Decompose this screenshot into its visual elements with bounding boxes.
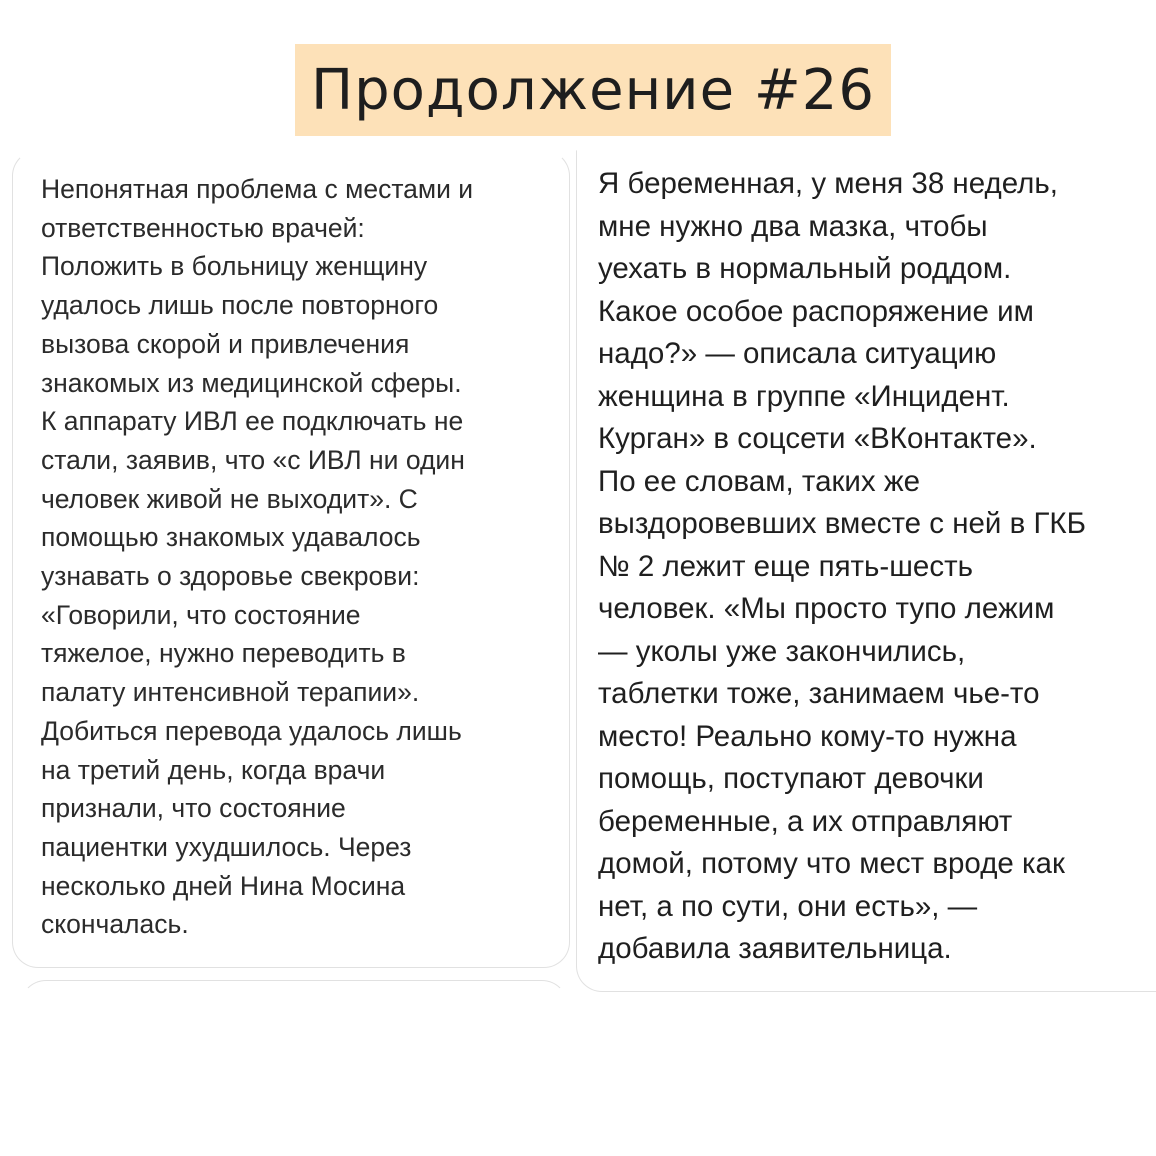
next-card-edge	[20, 980, 568, 1040]
title-banner	[295, 44, 891, 136]
left-card-text: Непонятная проблема с местами и ответственностью врачей: Положить в больницу женщину удалось лишь после повторного вызова скорой и привлечения знакомых из медицинской сферы. К аппарату ИВЛ ее подключать не стали, заявив, что «с ИВЛ ни один человек живой не выходит». С помощью знакомых удавалось узнавать о здоровье свекрови: «Говорили, что состояние тяжелое, нужно переводить в палату интенсивной терапии». Добиться перевода удалось лишь на третий день, когда врачи признали, что состояние пациентки ухудшилось. Через несколько дней Нина Мосина скончалась.	[41, 174, 474, 940]
right-card-text: Я беременная, у меня 38 недель, мне нужно два мазка, чтобы уехать в нормальный роддом. Какое особое распоряжение им надо?» — описала ситуацию женщина в группе «Инцидент. Курган» в соцсети «ВКонтакте». По ее словам, таких же выздоровевших вместе с ней в ГКБ № 2 лежит еще пять-шесть человек. «Мы просто тупо лежим — уколы уже закончились, таблетки тоже, занимаем чье-то место! Реально кому-то нужна помощь, поступают девочки беременные, а их отправляют домой, потому что мест вроде как нет, а по сути, они есть», — добавила заявительница.	[598, 167, 1086, 965]
page-title: Продолжение #26	[310, 57, 876, 123]
